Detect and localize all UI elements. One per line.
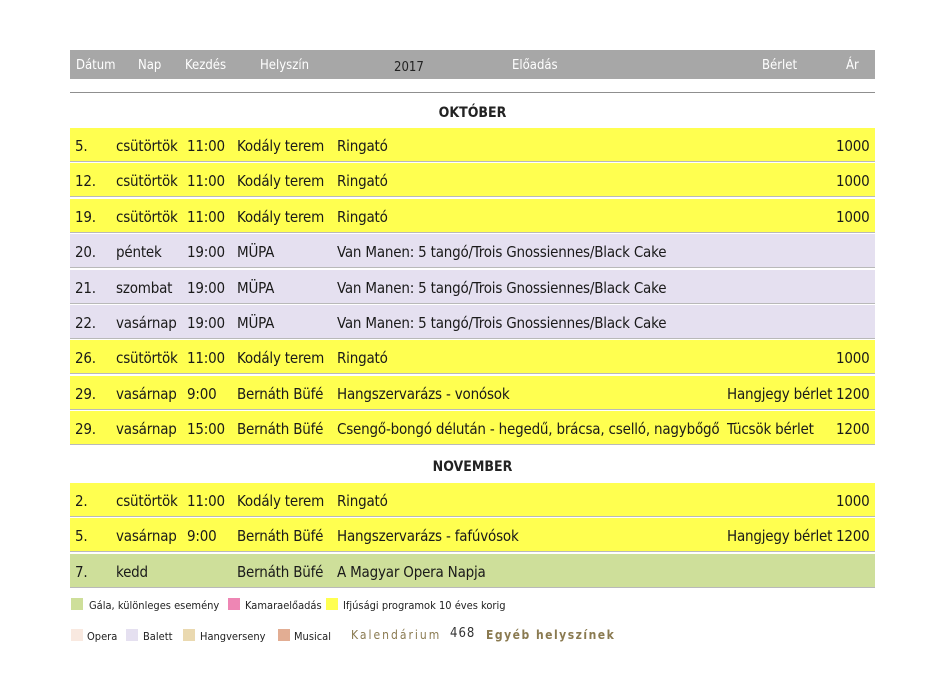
cell-title: Hangszervarázs - vonósok <box>337 385 510 403</box>
table-row <box>70 518 875 552</box>
cell-date: 29. <box>75 420 96 438</box>
cell-venue: MÜPA <box>237 279 275 297</box>
cell-date: 22. <box>75 314 96 332</box>
cell-sub: Hangjegy bérlet <box>727 385 833 403</box>
table-row <box>70 376 875 410</box>
legend-gala-label: Gála, különleges esemény <box>89 599 220 612</box>
header-year: 2017 <box>394 60 424 75</box>
table-header <box>70 50 875 79</box>
legend-swatch-concert <box>183 629 195 641</box>
cell-day: csütörtök <box>116 349 178 367</box>
cell-title: Ringató <box>337 137 388 155</box>
cell-time: 9:00 <box>187 385 217 403</box>
cell-time: 11:00 <box>187 208 225 226</box>
header-date: Dátum <box>76 58 116 73</box>
header-price: Ár <box>846 58 859 73</box>
cell-title: Ringató <box>337 492 388 510</box>
header-venue: Helyszín <box>260 58 310 73</box>
legend-swatch-musical <box>278 629 290 641</box>
cell-title: Csengő-bongó délután - hegedű, brácsa, cselló, nagybőgő <box>337 420 720 438</box>
legend-swatch-gala <box>71 598 83 610</box>
cell-day: vasárnap <box>116 527 177 545</box>
cell-time: 11:00 <box>187 349 225 367</box>
cell-day: vasárnap <box>116 314 177 332</box>
cell-price: 1000 <box>836 349 870 367</box>
header-day: Nap <box>138 58 162 73</box>
legend-swatch-opera <box>71 629 83 641</box>
cell-date: 7. <box>75 563 88 581</box>
cell-time: 15:00 <box>187 420 225 438</box>
cell-price: 1200 <box>836 527 870 545</box>
cell-date: 21. <box>75 279 96 297</box>
table-row <box>70 305 875 339</box>
legend-ballet-label: Balett <box>143 630 173 643</box>
table-row <box>70 128 875 162</box>
cell-time: 11:00 <box>187 137 225 155</box>
cell-date: 20. <box>75 243 96 261</box>
legend-swatch-youth <box>326 598 338 610</box>
cell-day: csütörtök <box>116 172 178 190</box>
cell-day: csütörtök <box>116 137 178 155</box>
header-start: Kezdés <box>185 58 227 73</box>
cell-venue: Bernáth Büfé <box>237 385 324 403</box>
cell-price: 1000 <box>836 492 870 510</box>
cell-date: 19. <box>75 208 96 226</box>
legend-youth-label: Ifjúsági programok 10 éves korig <box>343 599 506 612</box>
page-number: 468 <box>450 626 476 641</box>
cell-day: vasárnap <box>116 420 177 438</box>
cell-date: 2. <box>75 492 88 510</box>
table-row <box>70 411 875 445</box>
cell-title: Ringató <box>337 349 388 367</box>
cell-venue: MÜPA <box>237 314 275 332</box>
cell-date: 5. <box>75 137 88 155</box>
cell-date: 5. <box>75 527 88 545</box>
cell-day: péntek <box>116 243 162 261</box>
cell-venue: Kodály terem <box>237 137 325 155</box>
cell-time: 19:00 <box>187 279 225 297</box>
cell-sub: Tücsök bérlet <box>727 420 814 438</box>
cell-title: Van Manen: 5 tangó/Trois Gnossiennes/Black Cake <box>337 279 667 297</box>
table-row <box>70 554 875 588</box>
cell-title: Ringató <box>337 208 388 226</box>
cell-title: A Magyar Opera Napja <box>337 563 486 581</box>
cell-time: 11:00 <box>187 172 225 190</box>
cell-venue: Kodály terem <box>237 172 325 190</box>
cell-venue: Kodály terem <box>237 492 325 510</box>
month-heading: NOVEMBER <box>432 459 513 475</box>
table-row <box>70 234 875 268</box>
cell-day: vasárnap <box>116 385 177 403</box>
cell-price: 1000 <box>836 137 870 155</box>
legend-chamber-label: Kamaraelőadás <box>245 599 322 612</box>
cell-price: 1200 <box>836 385 870 403</box>
month-heading: OKTÓBER <box>438 105 507 121</box>
cell-day: csütörtök <box>116 208 178 226</box>
table-row <box>70 163 875 197</box>
cell-day: kedd <box>116 563 148 581</box>
cell-time: 19:00 <box>187 243 225 261</box>
cell-time: 9:00 <box>187 527 217 545</box>
legend-musical-label: Musical <box>294 630 331 643</box>
cell-venue: Kodály terem <box>237 349 325 367</box>
cell-title: Van Manen: 5 tangó/Trois Gnossiennes/Black Cake <box>337 243 667 261</box>
cell-price: 1000 <box>836 172 870 190</box>
cell-time: 11:00 <box>187 492 225 510</box>
table-row <box>70 270 875 304</box>
cell-sub: Hangjegy bérlet <box>727 527 833 545</box>
cell-venue: Bernáth Büfé <box>237 527 324 545</box>
footer-section: Egyéb helyszínek <box>486 628 616 642</box>
header-divider <box>70 92 875 93</box>
legend-concert-label: Hangverseny <box>200 630 266 643</box>
cell-date: 12. <box>75 172 96 190</box>
cell-venue: Bernáth Büfé <box>237 563 324 581</box>
cell-venue: MÜPA <box>237 243 275 261</box>
cell-price: 1000 <box>836 208 870 226</box>
table-row <box>70 199 875 233</box>
footer-category: Kalendárium <box>351 628 442 642</box>
cell-price: 1200 <box>836 420 870 438</box>
legend-opera-label: Opera <box>87 630 118 643</box>
table-row <box>70 340 875 374</box>
header-performance: Előadás <box>512 58 558 73</box>
cell-venue: Bernáth Büfé <box>237 420 324 438</box>
legend-swatch-ballet <box>126 629 138 641</box>
cell-date: 29. <box>75 385 96 403</box>
cell-venue: Kodály terem <box>237 208 325 226</box>
cell-time: 19:00 <box>187 314 225 332</box>
cell-day: szombat <box>116 279 173 297</box>
cell-title: Ringató <box>337 172 388 190</box>
cell-date: 26. <box>75 349 96 367</box>
table-row <box>70 483 875 517</box>
cell-title: Van Manen: 5 tangó/Trois Gnossiennes/Black Cake <box>337 314 667 332</box>
cell-day: csütörtök <box>116 492 178 510</box>
header-subscription: Bérlet <box>762 58 798 73</box>
legend-swatch-chamber <box>228 598 240 610</box>
cell-title: Hangszervarázs - fafúvósok <box>337 527 519 545</box>
